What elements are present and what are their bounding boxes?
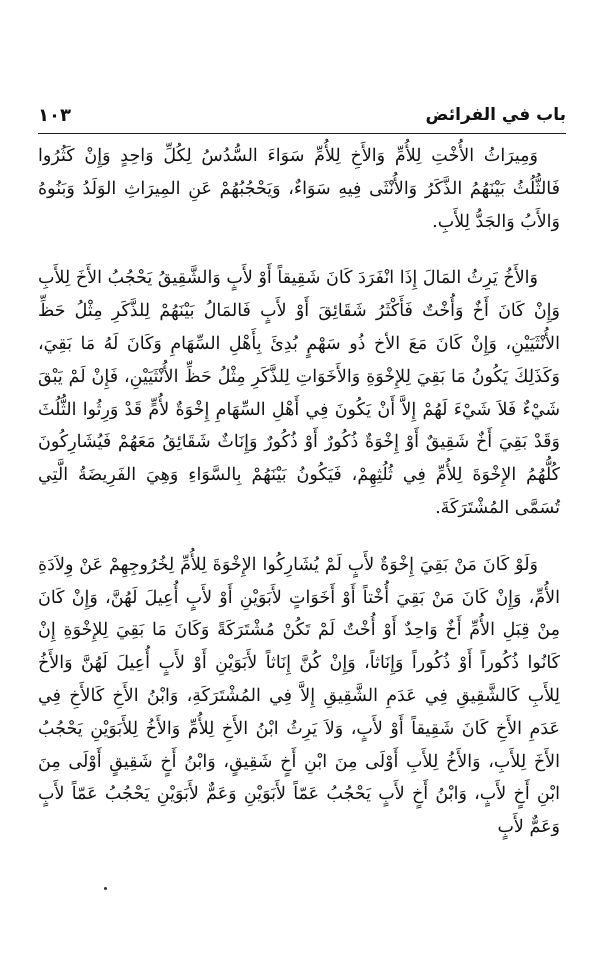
header-rule: [38, 133, 566, 134]
paragraph-paternal-brothers: وَلَوْ كَانَ مَنْ بَقِيَ إِخْوَةٌ لأَبٍ لَمْ يُشَارِكُوا الإِخْوَةَ لِلأُمِّ لِخُرُوجِهِمْ عَنْ وِلاَدَةِ الأُمِّ، وَإِنْ كَانَ مَنْ بَقِيَ أُخْتاً أَوْ أَخَوَاتٍ لأَبَوَيْنِ أَوْ لأَبٍ أُعِيلَ لَهُنَّ، وَإِنْ كَانَ مِنْ قِبَلِ الأُمِّ أَخٌ وَاحِدٌ أَوْ أُخْتٌ لَمْ تَكُنْ مُشْتَرَكَةً وَكَانَ مَا بَقِيَ لِلإِخْوَةِ إِنْ كَانُوا ذُكُوراً أَوْ ذُكُوراً وَإِنَاثاً، وَإِنْ كُنَّ إِنَاثاً لأَبَوَيْنِ أَوْ لأَبٍ أُعِيلَ لَهُنَّ وَالأَخُ لِلأَبِ كَالشَّقِيقِ فِي عَدَمِ الشَّقِيقِ إِلاَّ فِي المُشْتَرَكَةِ، وَابْنُ الأَخِ كَالأَخِ فِي عَدَمِ الأَخِ كَانَ شَقِيقاً أَوْ لأَبٍ، وَلاَ يَرِثُ ابْنُ الأَخِ لِلأُمِّ وَالأَخُ لِلأَبَوَيْنِ يَحْجُبُ الأَخَ لِلأَبِ، وَالأَخُ لِلأَبِ أَوْلَى مِنَ ابْنِ أَخٍ شَقِيقٍ، وَابْنُ أَخٍ شَقِيقٍ أَوْلَى مِنَ ابْنِ أَخٍ لأَبٍ، وَابْنُ أَخٍ لأَبٍ يَحْجُبُ عَمّاً لأَبَوَيْنِ وَعَمٌّ لأَبَوَيْنِ يَحْجُبُ عَمّاً لأَبٍ وَعَمٌّ لأَبٍ: [38, 554, 560, 838]
page-header: [38, 98, 566, 132]
scan-speck: [104, 887, 107, 890]
page-number: ١٠٣: [38, 104, 71, 126]
running-title: باب في الفرائض: [425, 105, 566, 125]
paragraph-sisters-inheritance: وَمِيرَاثُ الأُخْتِ لِلأُمِّ وَالأَخِ لِلأُمِّ سَوَاءَ السُّدُسُ لِكُلِّ وَاحِدٍ وَإِنْ كَثُرُوا فَالثُّلُثُ بَيْنَهُمُ الذَّكَرُ وَالأُنْثَى فِيهِ سَوَاءٌ، وَيَحْجُبُهُمْ عَنِ المِيرَاثِ الوَلَدُ وَبَنُوهُ وَالأَبُ وَالجَدُّ لِلأَبِ.: [38, 146, 560, 232]
body-text: [38, 140, 560, 844]
paragraph-brothers-inheritance: وَالأَخُ يَرِثُ المَالَ إِذَا انْفَرَدَ كَانَ شَقِيقاً أَوْ لأَبٍ وَالشَّقِيقُ يَحْجُبُ الأَخَ لِلأَبِ وَإِنْ كَانَ أَخٌ وَأُخْتٌ فَأَكْثَرُ شَقَائِقَ أَوْ لأَبٍ فَالمَالُ بَيْنَهُمْ لِلذَّكَرِ مِثْلُ حَظِّ الأُنْثَيَيْنِ، وَإِنْ كَانَ مَعَ الأخ ذُو سَهْمٍ بُدِئَ بِأَهْلِ السِّهَامِ وَكَانَ لَهُ مَا بَقِيَ، وَكَذَلِكَ يَكُونُ مَا بَقِيَ لِلإِخْوَةِ وَالأَخَوَاتِ لِلذَّكَرِ مِثْلُ حَظِّ الأُنْثَيَيْنِ، فَإِنْ لَمْ يَبْقَ شَيْءٌ فَلاَ شَيْءَ لَهُمْ إِلاَّ أَنْ يَكُونَ فِي أَهْلِ السِّهَامِ إِخْوَةٌ لأُمٍّ قَدْ وَرِثُوا الثُّلُثَ وَقَدْ بَقِيَ أَخٌ شَقِيقٌ أَوْ إِخْوَةٌ ذُكُورٌ أَوْ ذُكُورٌ وَإِنَاثٌ شَقَائِقُ مَعَهُمْ فَيُشَارِكُونَ كُلُّهُمُ الإِخْوَةَ لِلأُمِّ فِي ثُلُثِهِمْ، فَيَكُونُ بَيْنَهُمْ بِالسَّوَاءِ وَهِيَ الفَرِيضَةُ الَّتِي تُسَمَّى المُشْتَرَكَةَ.: [38, 268, 560, 518]
